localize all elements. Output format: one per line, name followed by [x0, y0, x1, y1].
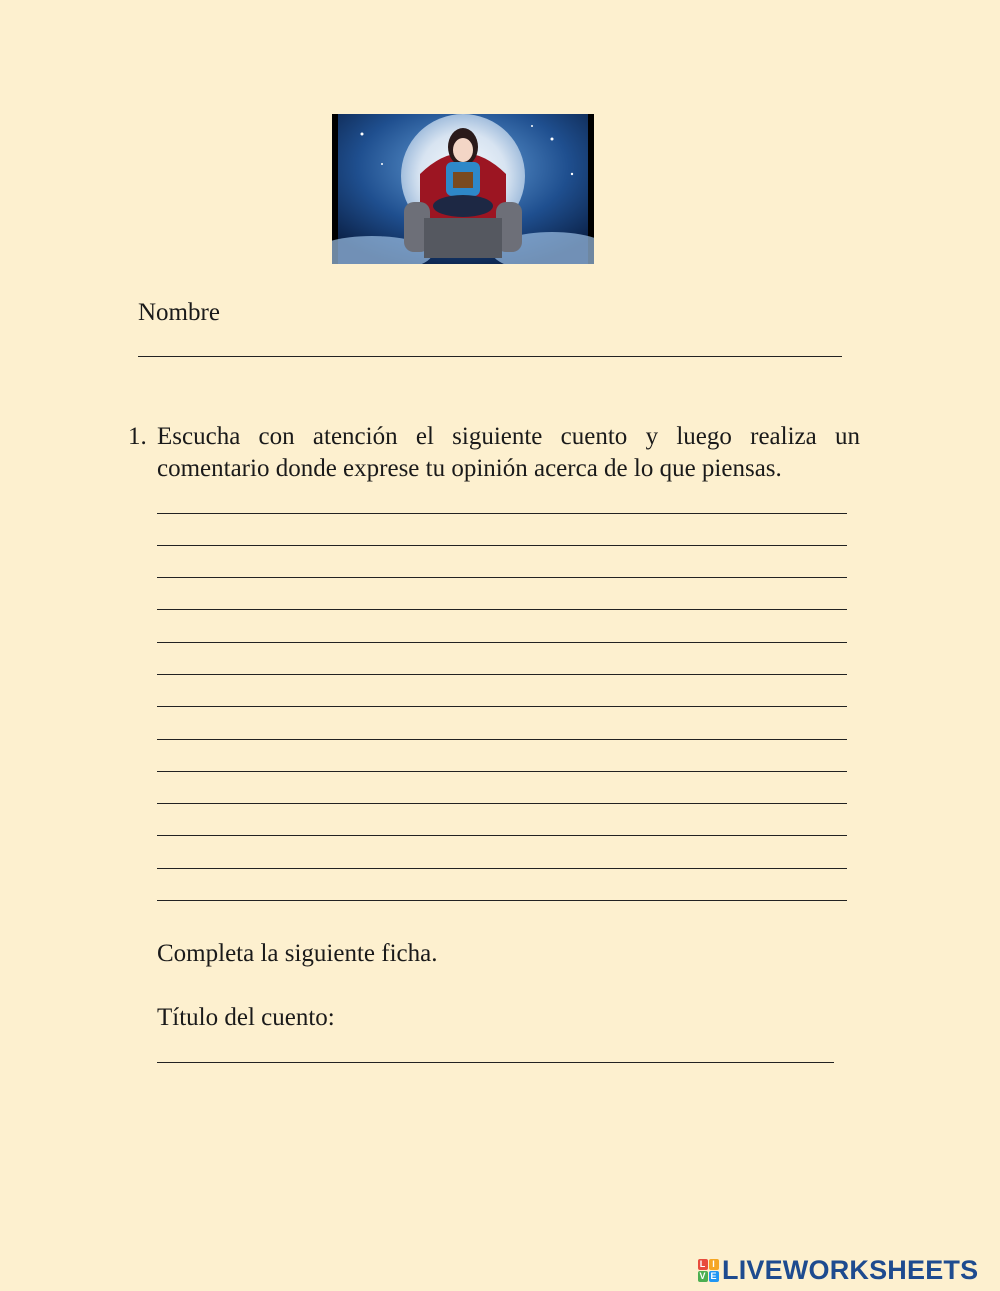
name-label: Nombre: [138, 299, 220, 326]
story-title-input-line[interactable]: [157, 1062, 834, 1063]
answer-line[interactable]: [157, 869, 847, 901]
answer-line[interactable]: [157, 610, 847, 642]
answer-line[interactable]: [157, 578, 847, 610]
question-1: [128, 421, 860, 485]
question-text: Escucha con atención el siguiente cuento y luego realiza un comentario donde exprese tu opinión acerca de lo que piensas.: [157, 423, 860, 482]
logo-letter-v: V: [699, 1271, 706, 1281]
answer-line[interactable]: [157, 804, 847, 836]
answer-lines[interactable]: [157, 512, 847, 901]
answer-line[interactable]: [157, 643, 847, 675]
answer-line[interactable]: [157, 772, 847, 804]
liveworksheets-logo: [697, 1256, 978, 1284]
answer-line[interactable]: [157, 836, 847, 868]
logo-wordmark: LIVEWORKSHEETS: [722, 1254, 979, 1285]
logo-letter-e: E: [710, 1271, 717, 1281]
answer-line[interactable]: [157, 707, 847, 739]
story-title-label: Título del cuento:: [157, 1004, 335, 1031]
name-input-line[interactable]: [138, 356, 842, 357]
answer-line[interactable]: [157, 675, 847, 707]
form-instruction: Completa la siguiente ficha.: [157, 940, 438, 967]
answer-line[interactable]: [157, 740, 847, 772]
question-number: 1.: [128, 423, 147, 450]
logo-letter-l: L: [698, 1259, 708, 1270]
liveworksheets-logo-icon: [697, 1258, 719, 1282]
story-illustration: [332, 114, 594, 264]
answer-line[interactable]: [157, 546, 847, 578]
girl-reading-illustration: [332, 114, 594, 264]
answer-line[interactable]: [157, 514, 847, 546]
logo-letter-i: I: [709, 1259, 719, 1270]
